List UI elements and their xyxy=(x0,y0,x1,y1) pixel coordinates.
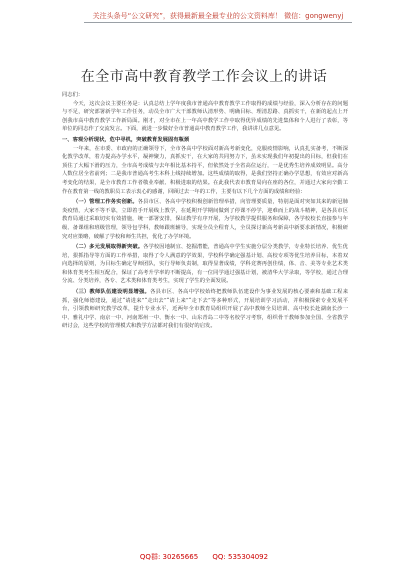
subsection-3 xyxy=(62,288,348,331)
subsection-1-text: 各县市区、各高中学校积极创新管理举措，向管理要质量，特别是面对突如其来的新冠肺炎疫情，大家不等不靠，立即着手开展线上教学，在延期开学期间做到了停课不停学，迎难而上的战斗精神，是各县市区教育局通过采取切实有效措施，统一部署安排，保证教学有序开展，为学校教学提供服务和保障，各学校校长直接参与年级、备课组和班级管理，领导包学科，教师跟班辅导，实现全员全程育人，全员探讨新高考新高中新要求新情况，积极研究对应策略，破解了学校和师生共担，优化了办学环境。 xyxy=(62,199,348,240)
footer-contacts xyxy=(0,552,408,562)
footer-qq-group: QQ群: 30265665 xyxy=(139,553,199,561)
footer-qq: QQ: 535304092 xyxy=(212,553,269,561)
subsection-3-text: 各县市区、各高中学校始终把教师队伍建设作为事业发展的核心要素和基础工程来抓，强化师德建设，通过“请进来”“走出去”“请上来”“走下去”等多种形式，开展培训学习活动，并积极探索专业发展平台，引领教师研究教学改革，提升专业水平，近两年全市教育局组织开展了高中教师全员培训、高中校长赴湖南长沙一中、雅礼中学、南京一中、河南郑州一中、衡水一中、山东青岛二中等名校学习考察，组织骨干教师参加全国、全省教学研讨会，这些学校的管理模式和教学方法都对我们有很好的启发。 xyxy=(62,289,348,330)
subsection-1 xyxy=(62,198,348,241)
subsection-2-heading: （二）多元发展取得新突破。 xyxy=(73,244,144,251)
page-title: 在全市高中教育教学工作会议上的讲话 xyxy=(80,69,328,85)
salutation: 同志们： xyxy=(62,92,84,98)
subsection-2-text: 各学校因地制宜、挖掘潜能，普通高中学生实施分层分类教学，专业特长培养、优生优培，狠抓指导等方面的工作举措，取得了令人满意的学效果，学校科学确定强基计划、高校专项等优生培养目标，本着双向选择的原则，为目标生确定导师团队，实行导师负责制，取得显著成绩，学科竞赛再创佳绩，体、音、美等专业艺术类和体育类考生相互配合，保证了高考升学率的不断提高，有一位同学通过强基计划，被清华大学录取，等学校，通过合理分流、分类培养，各专、艺术类和体育类考生，实现了学生的全面发展。 xyxy=(62,244,348,285)
section-heading-1: 一、客观分析现状，危中寻机，突破教育发展固有瓶颈 xyxy=(62,136,190,143)
paragraph-1: 一年来，在市委、市政府的正确领导下，全市各高中学校面对新高考新变化，克服疫情影响，认真扎实备考，不断深化教学改革，着力提高办学水平，凝神聚力，真抓实干，在大家的共同努力下，虽未实现我们年初提出的目标，但我们在顶住了大幅下滑的压力，全市高考成绩与去年相比基本持平，但依然处于全省高位运行，一是优秀生培养成效明显。高分人数位居全省前列；二是我市普通高考生本科上线持续增加。这些成绩的取得，是我们坚持正确办学思想，有效应对新高考变化的结果，是全市教育工作者敬业奉献、积极进取的结果。在此我代表市教育局向在座的各位，并通过大家向辛勤工作在教育第一线的教职员工表示衷心的感谢，回顾过去一年的工作，主要有以下几个方面的成绩和经验： xyxy=(62,145,348,195)
subsection-2 xyxy=(62,243,348,286)
subsection-3-heading: （三）教师队伍建设明显增强。 xyxy=(73,289,151,296)
document-body xyxy=(62,91,348,331)
subsection-1-heading: （一）管理工作务实创新。 xyxy=(73,199,138,206)
intro-paragraph: 今天，这次会议主要任务是：认真总结上学年度我市普通高中教育教学工作取得的成绩与经验，深入分析存在的问题与不足，研究部署新学年工作任务，动员全市广大干部教师认清形势、明确目标、理清思路、真抓实干，在新的起点上开创我市高中教育教学工作新局面。刚才，对全市在上一年高中教学工作中取得优异成绩的先进集体和个人进行了表彰，等单位的同志作了交流发言。下面，就进一步做好全市普通高中教育教学工作，我讲讲几点意见。 xyxy=(62,100,348,133)
header-banner: 关注头条号“公文研究”，获得最新最全最专业的公文资料库！ 微信：gongwenyj xyxy=(84,10,352,23)
